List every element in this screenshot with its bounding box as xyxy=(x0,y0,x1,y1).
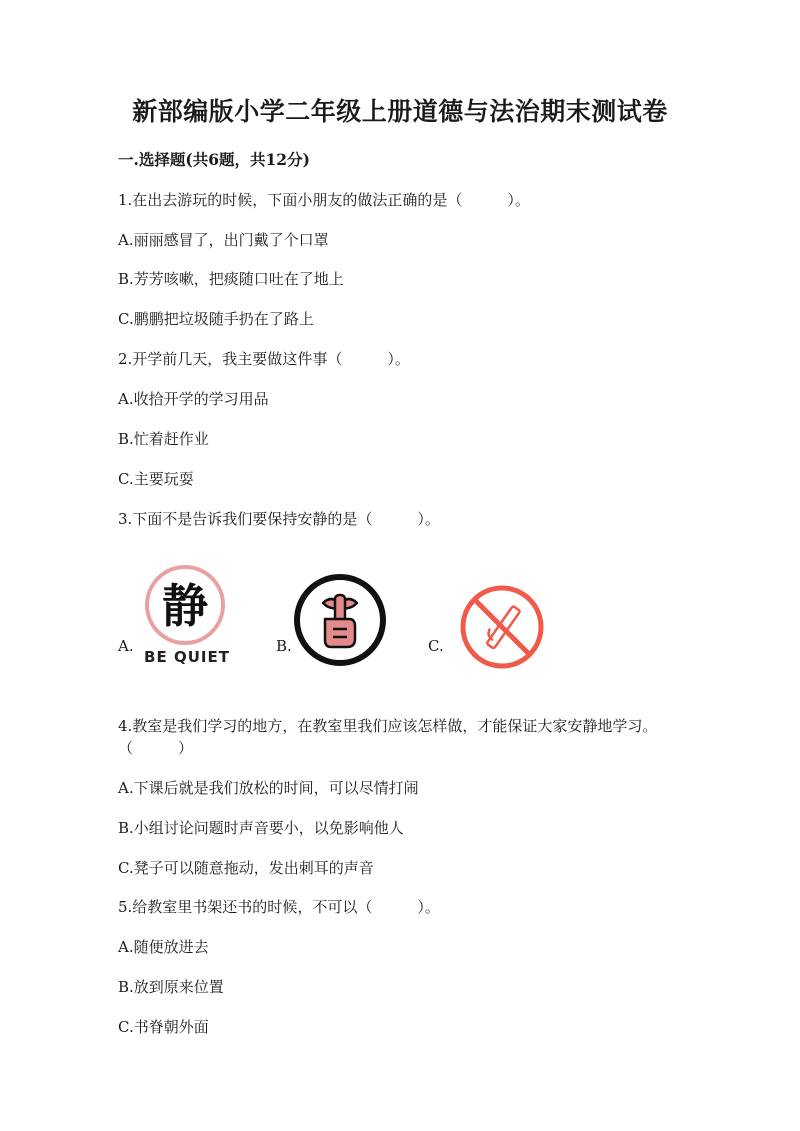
question-4-option-a[interactable]: A.下课后就是我们放松的时间，可以尽情打闹 xyxy=(118,779,419,797)
question-3-label-a[interactable]: A. xyxy=(118,637,134,655)
section-heading: 一.选择题(共6题，共12分) xyxy=(118,150,310,169)
question-3-label-b[interactable]: B. xyxy=(276,637,292,655)
quiet-character: 静 xyxy=(162,579,208,633)
question-1-option-c[interactable]: C.鹏鹏把垃圾随手扔在了路上 xyxy=(118,310,314,328)
question-1-option-a[interactable]: A.丽丽感冒了，出门戴了个口罩 xyxy=(118,231,329,249)
no-smoking-sign[interactable] xyxy=(458,583,546,671)
question-4-option-b[interactable]: B.小组讨论问题时声音要小，以免影响他人 xyxy=(118,819,404,837)
question-1-option-b[interactable]: B.芳芳咳嗽，把痰随口吐在了地上 xyxy=(118,270,344,288)
question-2-option-b[interactable]: B.忙着赶作业 xyxy=(118,430,209,448)
question-2-stem: 2.开学前几天，我主要做这件事（ ）。 xyxy=(118,350,410,368)
question-3-label-c[interactable]: C. xyxy=(428,637,444,655)
question-5-option-c[interactable]: C.书脊朝外面 xyxy=(118,1018,209,1036)
question-5-stem: 5.给教室里书架还书的时候，不可以（ ）。 xyxy=(118,898,440,916)
question-5-option-b[interactable]: B.放到原来位置 xyxy=(118,978,224,996)
be-quiet-caption: BE QUIET xyxy=(144,648,230,666)
question-4-option-c[interactable]: C.凳子可以随意拖动，发出刺耳的声音 xyxy=(118,859,374,877)
question-1-stem: 1.在出去游玩的时候，下面小朋友的做法正确的是（ ）。 xyxy=(118,191,530,209)
question-4-stem: 4.教室是我们学习的地方，在教室里我们应该怎样做，才能保证大家安静地学习。（ ） xyxy=(118,717,658,757)
be-quiet-sign[interactable] xyxy=(140,562,236,668)
question-3-stem: 3.下面不是告诉我们要保持安静的是（ ）。 xyxy=(118,510,440,528)
question-5-option-a[interactable]: A.随便放进去 xyxy=(118,938,209,956)
question-2-option-a[interactable]: A.收拾开学的学习用品 xyxy=(118,390,269,408)
finger-on-lips-icon xyxy=(323,595,357,647)
prohibition-slash-icon xyxy=(474,599,530,655)
hush-sign[interactable] xyxy=(293,573,387,667)
question-2-option-c[interactable]: C.主要玩耍 xyxy=(118,470,194,488)
page-title: 新部编版小学二年级上册道德与法治期末测试卷 xyxy=(132,97,668,126)
